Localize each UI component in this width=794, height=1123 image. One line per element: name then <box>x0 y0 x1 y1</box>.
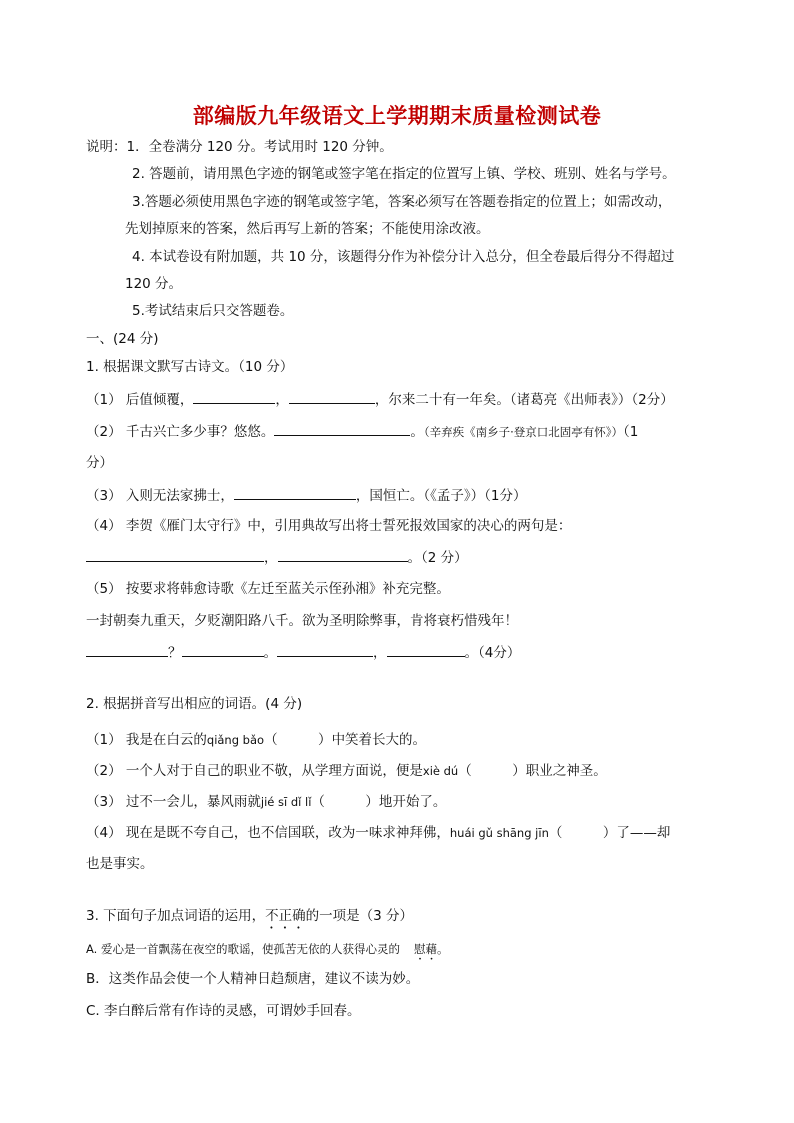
q1-poem: 一封朝奏九重天，夕贬潮阳路八千。欲为圣明除弊事，肯将衰朽惜残年！ <box>86 613 518 629</box>
note-3-cont: 先划掉原来的答案，然后再写上新的答案；不能使用涂改液。 <box>125 221 490 237</box>
q1-item-2-cont: 分） <box>86 455 113 471</box>
q2-heading: 2. 根据拼音写出相应的词语。(4 分) <box>86 696 303 712</box>
q2-1-pre: （1） 我是在白云的 <box>86 732 207 748</box>
q2-1-post: 中笑着长大的。 <box>331 732 427 748</box>
answer-blank[interactable] <box>182 643 264 657</box>
q1-5-comma: ， <box>373 645 387 661</box>
q3-a-post: 。 <box>436 942 449 956</box>
q2-item-4 <box>86 824 670 842</box>
note-4: 4. 本试卷设有附加题，共 10 分，该题得分作为补偿分计入总分，但全卷最后得分不得超过 <box>132 249 675 265</box>
q1-item-2 <box>86 422 638 441</box>
q1-5-q: ？ <box>168 645 182 661</box>
q1-1-sep: ， <box>275 392 289 408</box>
q2-3-pre: （3） 过不一会儿，暴风雨就 <box>86 794 261 810</box>
q3-a-pre: A. 爱心是一首飘荡在夜空的歌谣，使孤苦无依的人获得心灵的 <box>86 942 400 956</box>
q1-item-3 <box>86 486 526 505</box>
note-1: 说明：1．全卷满分 120 分。考试用时 120 分钟。 <box>86 139 393 155</box>
q2-item-2 <box>86 762 607 780</box>
note-3: 3.答题必须使用黑色字迹的钢笔或签字笔，答案必须写在答题卷指定的位置上；如需改动， <box>132 194 672 210</box>
answer-paren[interactable]: （ ） <box>458 763 526 779</box>
q1-2-source: （辛弃疾《南乡子·登京口北固亭有怀》） <box>423 425 624 439</box>
q1-item-4-answers <box>86 548 468 567</box>
q3-a-emphasis: 慰藉 <box>413 942 437 956</box>
answer-paren[interactable]: （ ） <box>264 732 332 748</box>
q1-1-text-post: ，尔来二十有一年矣。（诸葛亮《出师表》）（2分） <box>374 392 674 408</box>
q2-4-pre: （4） 现在是既不夸自己，也不信国联，改为一味求神拜佛， <box>86 825 450 841</box>
q2-item-4-cont: 也是事实。 <box>86 856 154 872</box>
q1-1-text-pre: （1） 后值倾覆， <box>86 392 194 408</box>
pinyin: huái gǔ shāng jīn <box>449 826 549 840</box>
q2-2-post: 职业之神圣。 <box>525 763 607 779</box>
q1-5-end: 。（4分） <box>464 645 521 661</box>
section-heading: 一、(24 分) <box>86 331 159 347</box>
pinyin: xiè dú <box>422 764 459 778</box>
q1-3-text-post: ，国恒亡。（《孟子》）（1分） <box>355 488 527 504</box>
page-title: 部编版九年级语文上学期期末质量检测试卷 <box>192 103 602 128</box>
answer-blank[interactable] <box>387 643 465 657</box>
answer-blank[interactable] <box>274 422 410 436</box>
answer-paren[interactable]: （ ） <box>548 825 617 841</box>
q1-3-text-pre: （3） 入则无法家拂士， <box>86 488 234 504</box>
q1-5-dot: 。 <box>263 645 277 661</box>
answer-blank[interactable] <box>234 486 356 500</box>
q3-head-pre: 3. 下面句子加点词语的运用， <box>86 908 266 924</box>
answer-blank[interactable] <box>289 390 375 404</box>
q2-4-post: 了——却 <box>616 825 671 841</box>
q1-item-5-answers <box>86 643 520 662</box>
answer-blank[interactable] <box>86 643 168 657</box>
q1-heading: 1. 根据课文默写古诗文。（10 分） <box>86 359 294 375</box>
answer-paren[interactable]: （ ） <box>311 794 379 810</box>
q1-4-sep: ， <box>264 550 278 566</box>
note-2: 2. 答题前，请用黑色字迹的钢笔或签字笔在指定的位置写上镇、学校、班别、姓名与学号。 <box>132 166 676 182</box>
q3-option-c[interactable]: C. 李白醉后常有作诗的灵感，可谓妙手回春。 <box>86 1003 361 1019</box>
note-4-cont: 120 分。 <box>125 276 183 292</box>
q2-3-post: 地开始了。 <box>378 794 447 810</box>
note-5: 5.考试结束后只交答题卷。 <box>132 303 294 319</box>
q2-2-pre: （2） 一个人对于自己的职业不敬，从学理方面说，便是 <box>86 763 423 779</box>
q1-2-end: （1 <box>623 424 639 440</box>
q2-item-1 <box>86 731 426 749</box>
q3-option-b[interactable]: B．这类作品会使一个人精神日趋颓唐，建议不读为妙。 <box>86 971 420 987</box>
q2-item-3 <box>86 793 446 811</box>
pinyin: qiǎng bǎo <box>206 733 265 747</box>
answer-blank[interactable] <box>278 548 408 562</box>
q1-2-mid: 。 <box>410 424 424 440</box>
answer-blank[interactable] <box>193 390 275 404</box>
q1-item-5: （5） 按要求将韩愈诗歌《左迁至蓝关示侄孙湘》补充完整。 <box>86 581 450 597</box>
q1-2-text-pre: （2） 千古兴亡多少事？悠悠。 <box>86 424 275 440</box>
q1-item-4: （4） 李贺《雁门太守行》中，引用典故写出将士誓死报效国家的决心的两句是： <box>86 518 572 534</box>
q3-heading <box>86 907 413 932</box>
q3-head-post: 的一项是（3 分） <box>305 908 414 924</box>
pinyin: jié sī dǐ lǐ <box>260 795 312 809</box>
q3-head-emphasis: 不正确 <box>265 908 306 924</box>
q3-option-a[interactable] <box>86 940 448 963</box>
answer-blank[interactable] <box>86 548 264 562</box>
answer-blank[interactable] <box>277 643 373 657</box>
q1-4-post: 。（2 分） <box>407 550 468 566</box>
q1-item-1 <box>86 390 674 409</box>
